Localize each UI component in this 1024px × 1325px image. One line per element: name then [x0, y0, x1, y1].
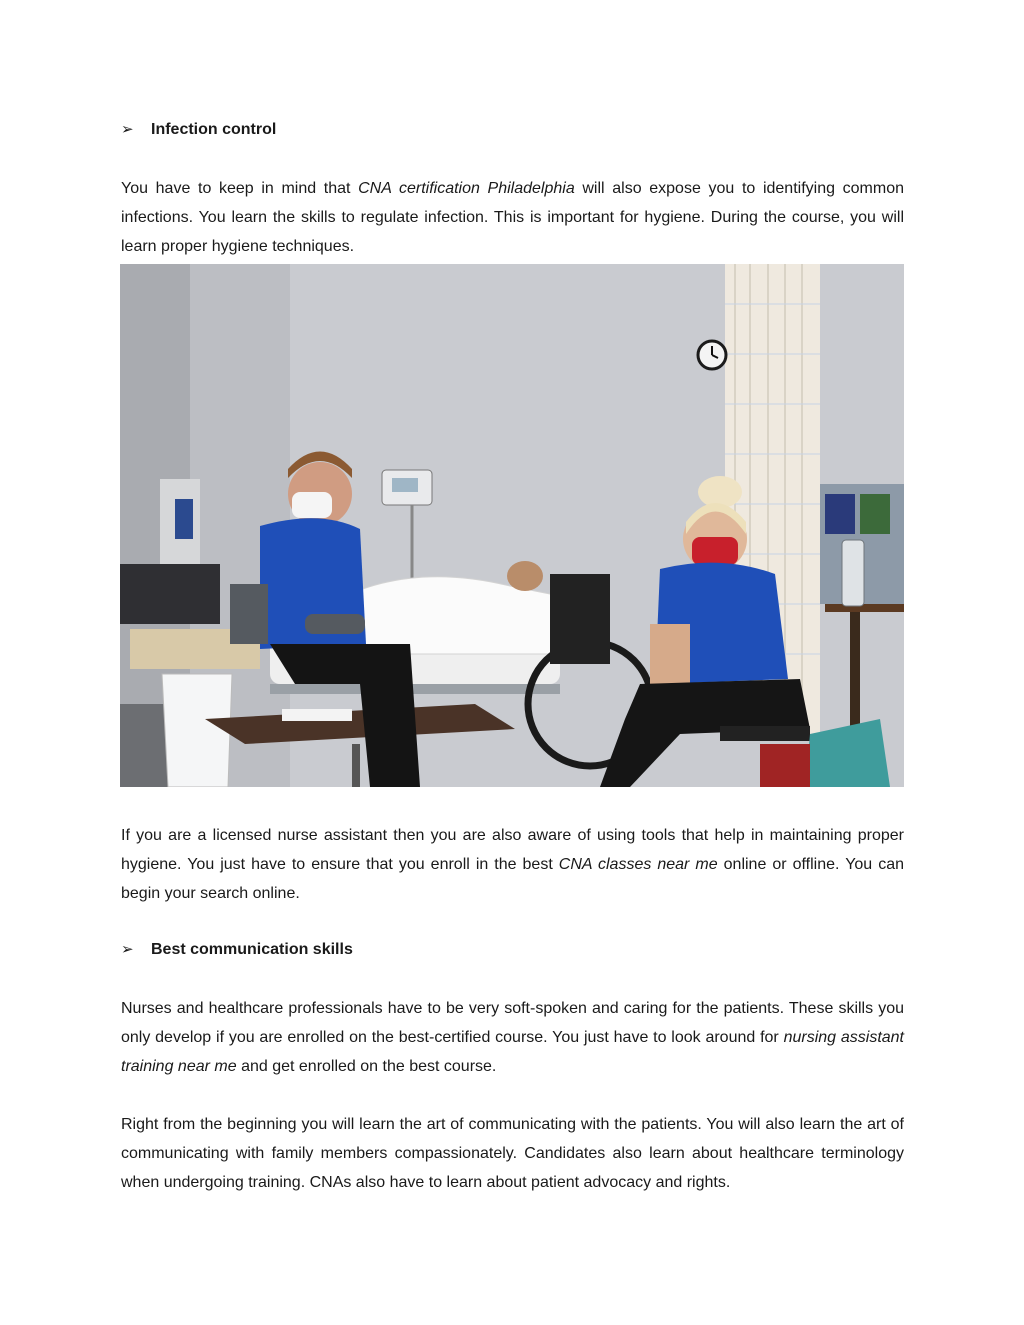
arrowhead-bullet-icon: ➢: [121, 941, 134, 958]
text-run: and get enrolled on the best course.: [236, 1058, 497, 1075]
section-heading-communication-skills: [121, 940, 353, 960]
face-mask-red: [692, 537, 738, 565]
section-heading-infection-control: [121, 120, 276, 140]
text-run: Nurses and healthcare professionals have to be very soft-spoken and caring for the patients. These skills you only develop if you are enrolled on the best-certified course. You just have to look around for: [121, 1000, 904, 1046]
keyword-link-cna-certification: CNA certification Philadelphia: [358, 180, 575, 197]
heading-text: Best communication skills: [151, 941, 353, 958]
training-room-photo: [120, 264, 904, 787]
keyword-link-cna-classes: CNA classes near me: [558, 856, 718, 873]
text-run: You have to keep in mind that: [121, 180, 359, 197]
heading-text: Infection control: [151, 121, 277, 138]
text-run: will also expose you to identifying common infections. You learn the skills to regulate infection. This is important for hygiene. During the course, you will learn proper hygiene techniques.: [121, 180, 904, 255]
paragraph-soft-spoken: [121, 994, 904, 1081]
paragraph-infection-intro: [121, 174, 904, 261]
face-mask-white: [292, 492, 332, 518]
paragraph-hygiene-tools: [121, 821, 904, 908]
keyword-link-nursing-assistant-training: nursing assistant training near me: [121, 1029, 905, 1075]
text-run: If you are a licensed nurse assistant then you are also aware of using tools that help in maintaining proper hygiene. You just have to ensure that you enroll in the best: [121, 827, 904, 873]
mannequin-head: [507, 561, 543, 591]
paragraph-communication-art: Right from the beginning you will learn the art of communicating with the patients. You will also learn the art of communicating with family members compassionately. Candidates also learn about healthcare terminology when undergoing training. CNAs also have to learn about patient advocacy and rights.: [121, 1116, 904, 1191]
arrowhead-bullet-icon: ➢: [121, 121, 134, 138]
text-run: online or offline. You can begin your search online.: [121, 856, 905, 902]
